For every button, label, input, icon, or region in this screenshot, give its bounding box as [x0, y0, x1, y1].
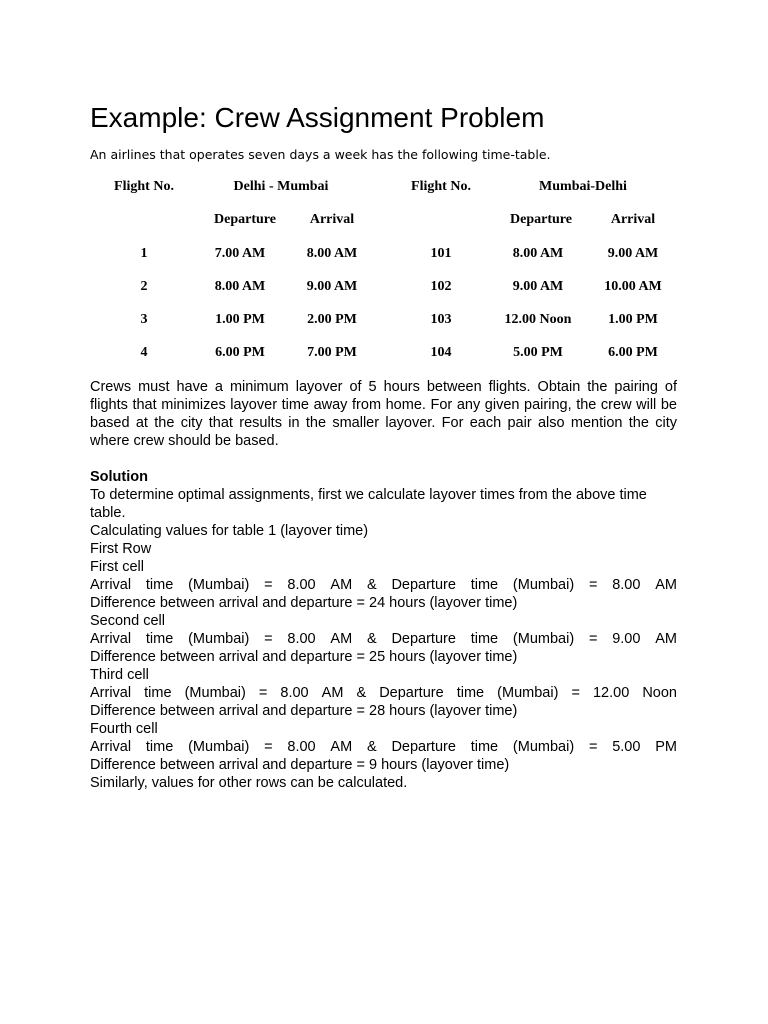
table-cell-departure: 8.00 AM [512, 246, 564, 261]
word: & [366, 577, 377, 593]
arrival-departure-line [90, 576, 677, 594]
word: & [366, 631, 377, 647]
table-cell-departure: 5.00 PM [513, 345, 563, 360]
header-route-mumbai-delhi: Mumbai-Delhi [539, 179, 627, 194]
table-cell-arrival: 7.00 PM [307, 345, 357, 360]
header-departure-1: Departure [214, 212, 276, 227]
word: AM [330, 631, 353, 647]
word: time [145, 739, 174, 755]
solution-heading: Solution [90, 469, 148, 485]
word: (Mumbai) [512, 739, 575, 755]
word: AM [330, 739, 353, 755]
word: 8.00 [287, 739, 316, 755]
word: (Mumbai) [497, 685, 559, 701]
word: (Mumbai) [188, 631, 250, 647]
word: time [456, 685, 485, 701]
word: Noon [642, 685, 677, 701]
word: Arrival [90, 577, 132, 593]
table-cell-flight: 4 [140, 345, 148, 360]
arrival-departure-line [90, 684, 677, 702]
word: 8.00 [280, 685, 309, 701]
word: Arrival [90, 631, 132, 647]
word: time [145, 577, 174, 593]
word: (Mumbai) [184, 685, 246, 701]
word: PM [655, 739, 677, 755]
table-cell-departure: 8.00 AM [214, 279, 266, 294]
table-cell-departure: 9.00 AM [512, 279, 564, 294]
word: time [145, 631, 174, 647]
word: time [470, 631, 499, 647]
table-cell-departure: 6.00 PM [215, 345, 265, 360]
table-cell-flight: 104 [430, 345, 452, 360]
cell-label: Second cell [90, 613, 165, 629]
table-cell-arrival: 1.00 PM [608, 312, 658, 327]
word: AM [655, 577, 677, 593]
word: Departure [391, 577, 456, 593]
word: AM [321, 685, 344, 701]
table-note: Calculating values for table 1 (layover time) [90, 523, 369, 539]
word: 8.00 [287, 631, 316, 647]
word: = [258, 685, 268, 701]
word: = [264, 739, 273, 755]
word: Departure [391, 631, 456, 647]
closing-text: Similarly, values for other rows can be calculated. [90, 775, 408, 791]
word: time [470, 739, 499, 755]
word: 5.00 [612, 739, 641, 755]
solution-section [90, 468, 677, 792]
word: & [356, 685, 367, 701]
difference-line: Difference between arrival and departure = 25 hours (layover time) [90, 649, 518, 665]
word: (Mumbai) [512, 577, 575, 593]
table-cell-arrival: 6.00 PM [608, 345, 658, 360]
solution-intro: To determine optimal assignments, first we calculate layover times from the above time table. [90, 487, 647, 521]
word: time [144, 685, 172, 701]
difference-line: Difference between arrival and departure = 24 hours (layover time) [90, 595, 518, 611]
word: & [366, 739, 377, 755]
word: 9.00 [612, 631, 641, 647]
word: AM [655, 631, 677, 647]
table-cell-departure: 7.00 AM [214, 246, 266, 261]
word: AM [330, 577, 353, 593]
intro-text: An airlines that operates seven days a week has the following time-table. [90, 147, 551, 162]
header-route-delhi-mumbai: Delhi - Mumbai [233, 179, 329, 194]
cell-label: Third cell [90, 667, 149, 683]
word: (Mumbai) [188, 739, 250, 755]
word: = [264, 631, 273, 647]
table-cell-flight: 2 [140, 279, 148, 294]
header-flight-no-1: Flight No. [114, 179, 174, 194]
table-cell-arrival: 8.00 AM [306, 246, 358, 261]
word: (Mumbai) [188, 577, 250, 593]
word: (Mumbai) [512, 631, 575, 647]
table-cell-arrival: 10.00 AM [604, 279, 662, 294]
table-cell-arrival: 2.00 PM [307, 312, 357, 327]
row-label: First Row [90, 541, 152, 557]
table-cell-flight: 3 [140, 312, 148, 327]
header-arrival-2: Arrival [610, 212, 656, 227]
cell-label: Fourth cell [90, 721, 158, 737]
cell-label: First cell [90, 559, 144, 575]
table-cell-flight: 102 [430, 279, 452, 294]
word: time [470, 577, 499, 593]
problem-statement: Crews must have a minimum layover of 5 hours between flights. Obtain the pairing of flights that minimizes layover time away from home. For any given pairing, the crew will be based at the city that results in the smaller layover. For each pair also mention the city where crew should be based. [90, 379, 677, 449]
word: = [588, 631, 598, 647]
header-flight-no-2: Flight No. [411, 179, 471, 194]
table-cell-arrival: 9.00 AM [306, 279, 358, 294]
header-departure-2: Departure [510, 212, 572, 227]
table-cell-flight: 1 [140, 246, 148, 261]
table-cell-flight: 103 [430, 312, 452, 327]
word: Departure [379, 685, 444, 701]
table-cell-arrival: 9.00 AM [607, 246, 659, 261]
word: Departure [391, 739, 456, 755]
table-cell-flight: 101 [430, 246, 452, 261]
header-arrival-1: Arrival [309, 212, 355, 227]
word: Arrival [90, 739, 132, 755]
table-cell-departure: 1.00 PM [215, 312, 265, 327]
difference-line: Difference between arrival and departure = 28 hours (layover time) [90, 703, 518, 719]
word: = [588, 577, 598, 593]
arrival-departure-line [90, 630, 677, 648]
word: 8.00 [612, 577, 641, 593]
word: = [571, 685, 580, 701]
arrival-departure-line [90, 738, 677, 756]
table-cell-departure: 12.00 Noon [504, 312, 572, 327]
word: = [264, 577, 273, 593]
word: Arrival [90, 685, 132, 701]
word: 12.00 [592, 685, 630, 701]
page-title: Example: Crew Assignment Problem [90, 102, 545, 133]
word: 8.00 [287, 577, 316, 593]
word: = [588, 739, 598, 755]
difference-line: Difference between arrival and departure = 9 hours (layover time) [90, 757, 510, 773]
